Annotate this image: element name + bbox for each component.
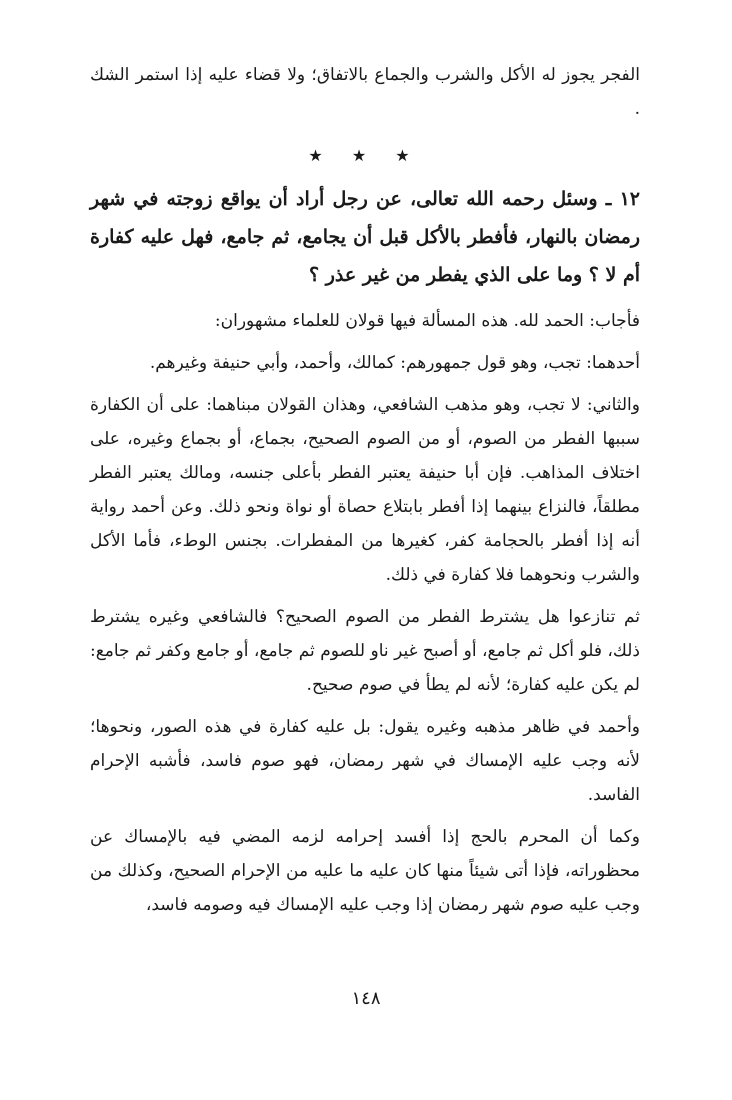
paragraph-ahmad: وأحمد في ظاهر مذهبه وغيره يقول: بل عليه كفارة في هذه الصور، ونحوها؛ لأنه وجب عليه الإمساك في شهر رمضان، فهو صوم فاسد، فأشبه الإحرام الفاسد. xyxy=(90,717,640,805)
page-number: ١٤٨ xyxy=(351,988,381,1009)
paragraph-ihram-analogy: وكما أن المحرم بالحج إذا أفسد إحرامه لزمه المضي فيه بالإمساك عن محظوراته، فإذا أتى شيئاً منها كان عليه ما عليه من الإحرام الصحيح، وكذلك من وجب عليه صوم شهر رمضان إذا وجب عليه الإمساك فيه وصومه فاسد، xyxy=(90,827,640,915)
page-body xyxy=(90,58,640,922)
answer-intro: فأجاب: الحمد لله. هذه المسألة فيها قولان للعلماء مشهوران: xyxy=(214,311,640,331)
paragraph-first-opinion: أحدهما: تجب، وهو قول جمهورهم: كمالك، وأحمد، وأبي حنيفة وغيرهم. xyxy=(149,353,640,373)
paragraph-second-opinion: والثاني: لا تجب، وهو مذهب الشافعي، وهذان القولان مبناهما: على أن الكفارة سببها الفطر من الصوم، أو من الصوم الصحيح، بجماع، أو بجماع وغيره، على اختلاف المذاهب. فإن أبا حنيفة يعتبر الفطر بأعلى جنسه، ومالك يعتبر الفطر مطلقاً، فالنزاع بينهما إذا أفطر بابتلاع حصاة أو نواة ونحو ذلك. وعن أحمد رواية أنه إذا أفطر بالحجامة كفر، كغيرها من المفطرات. بجنس الوطء، فأما الأكل والشرب ونحوهما فلا كفارة في ذلك. xyxy=(90,395,640,585)
paragraph-dispute: ثم تنازعوا هل يشترط الفطر من الصوم الصحيح؟ فالشافعي وغيره يشترط ذلك، فلو أكل ثم جامع، أو أصبح غير ناو للصوم ثم جامع، أو جامع وكفر ثم جامع: لم يكن عليه كفارة؛ لأنه لم يطأ في صوم صحيح. xyxy=(90,607,640,695)
paragraph-continuation: الفجر يجوز له الأكل والشرب والجماع بالاتفاق؛ ولا قضاء عليه إذا استمر الشك . xyxy=(90,65,640,119)
question-heading: ١٢ ـ وسئل رحمه الله تعالى، عن رجل أراد أن يواقع زوجته في شهر رمضان بالنهار، فأفطر بالأكل قبل أن يجامع، ثم جامع، فهل عليه كفارة أم لا ؟ وما على الذي يفطر من غير عذر ؟ xyxy=(90,188,640,286)
section-separator: ★ ★ ★ xyxy=(308,146,422,165)
